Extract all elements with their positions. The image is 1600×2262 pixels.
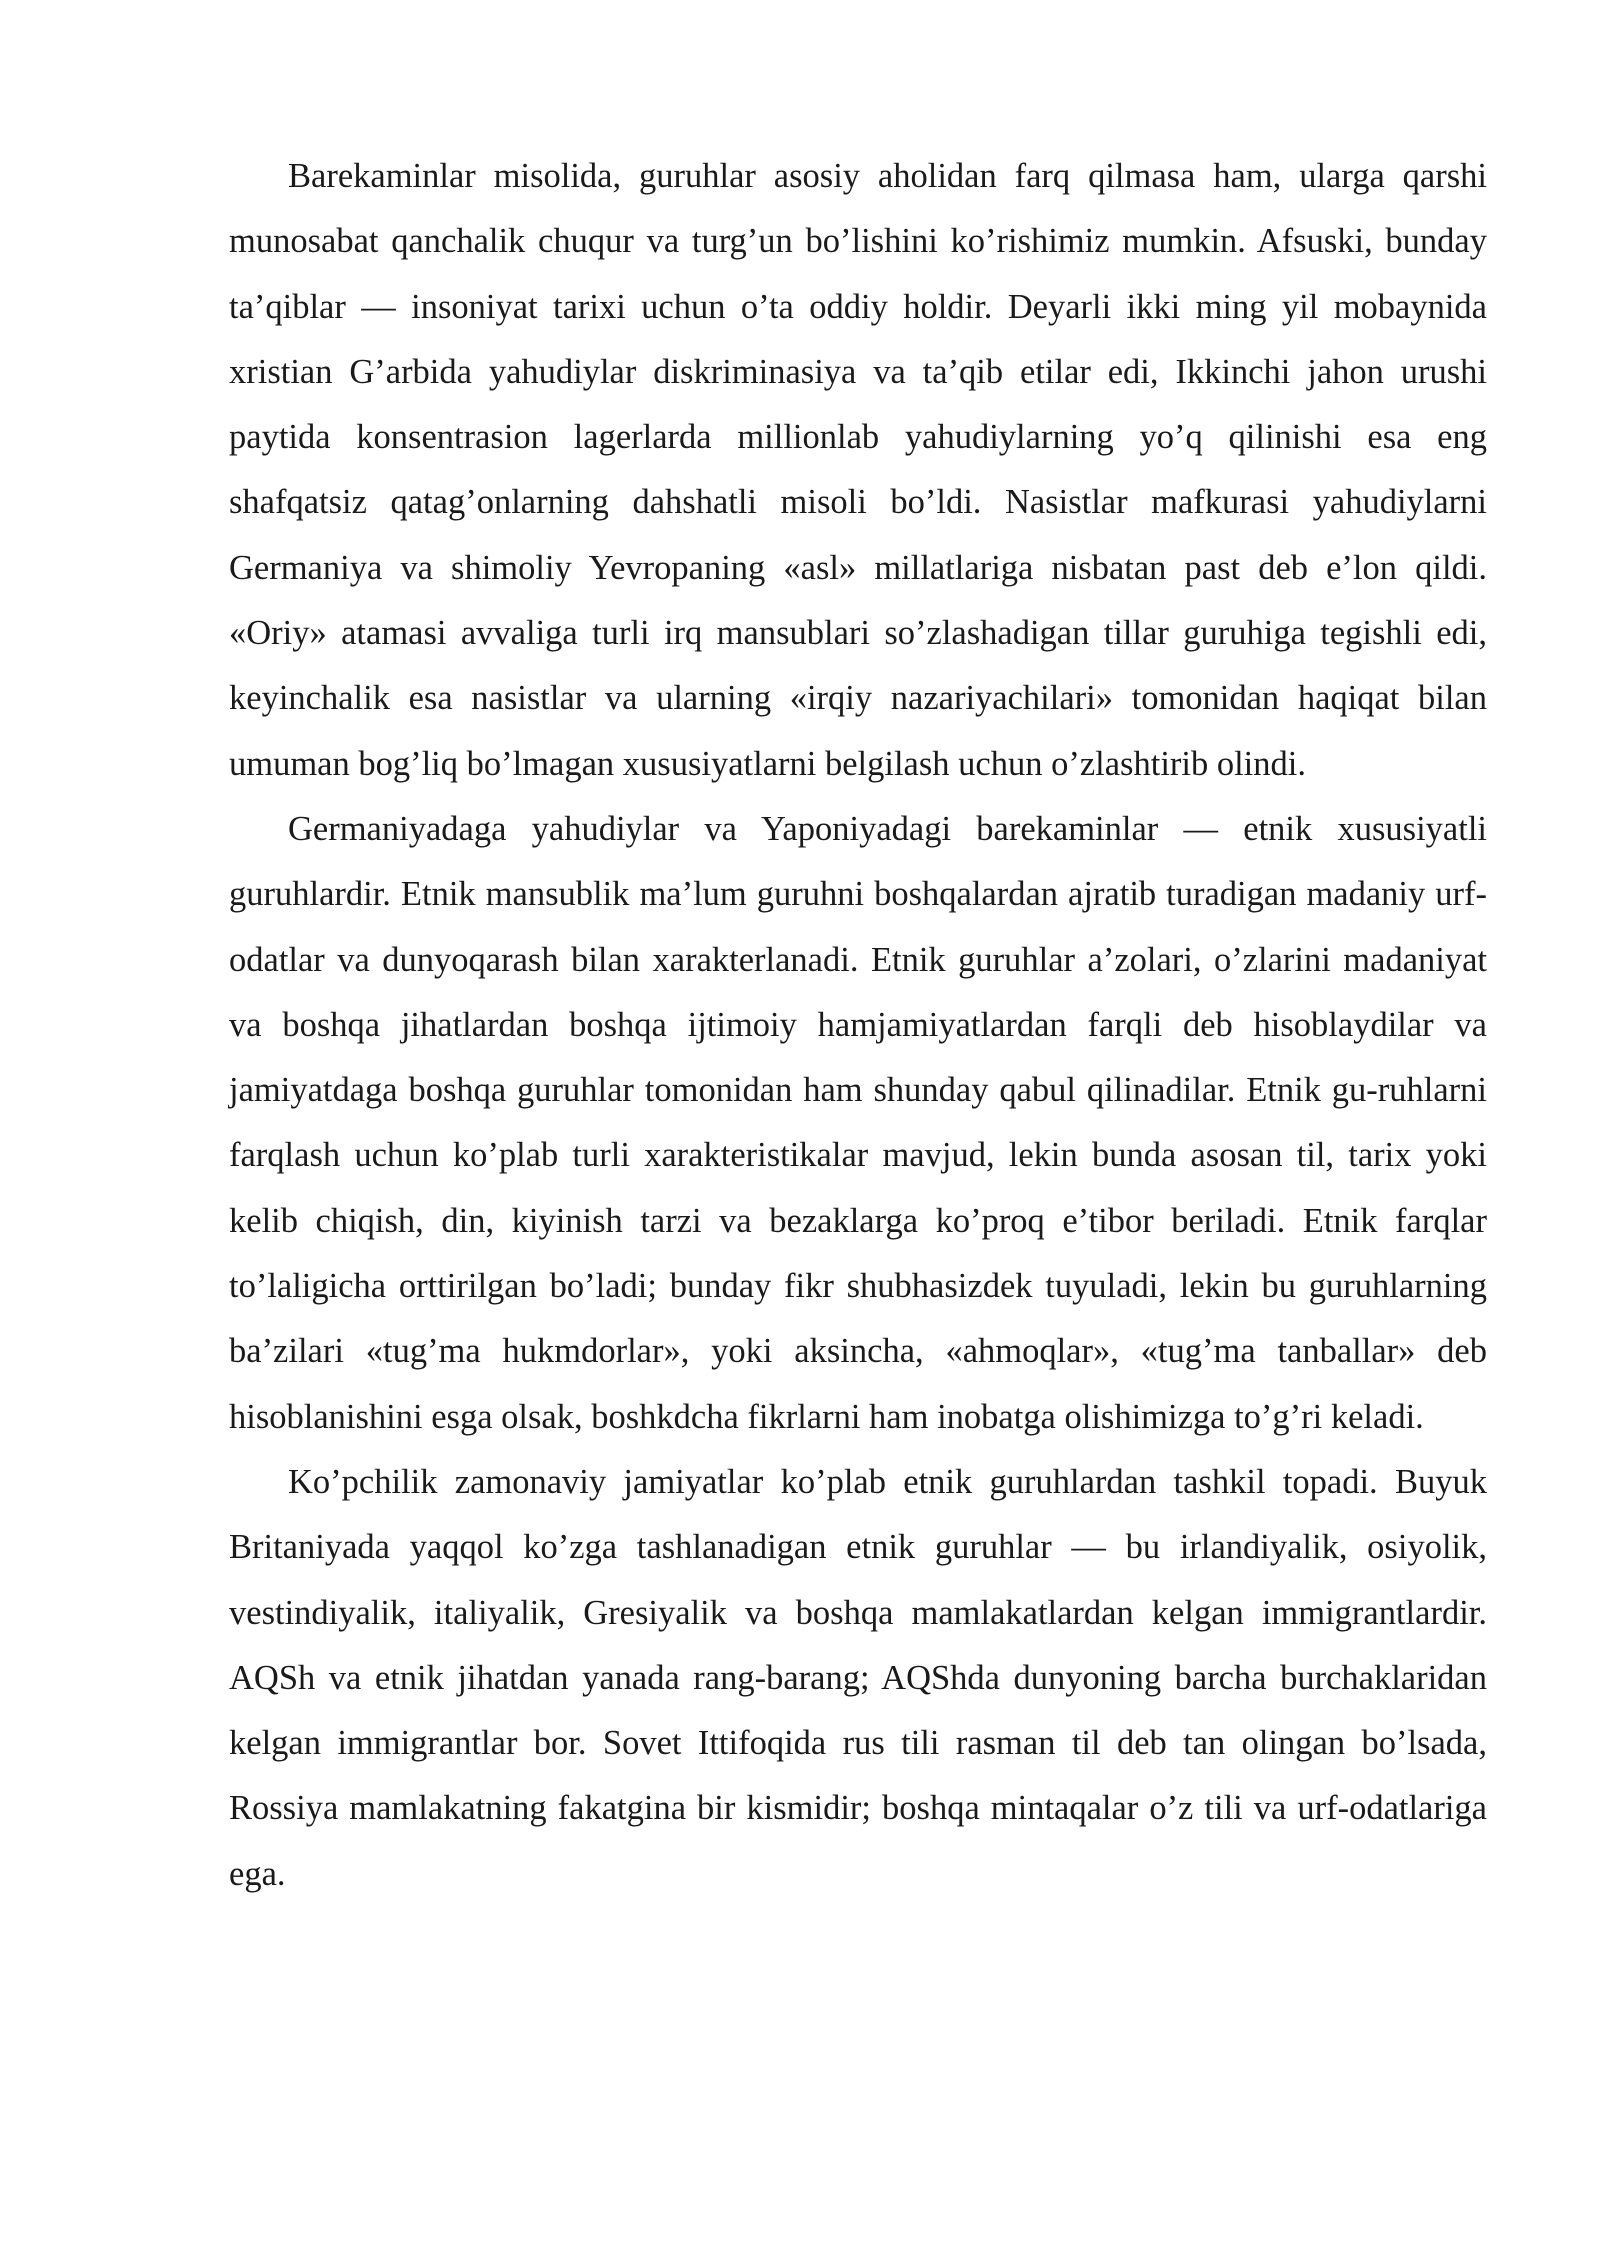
- paragraph-2: Germaniyadaga yahudiylar va Yaponiyadagi barekaminlar — etnik xususiyatli guruhlardir. Etnik mansublik ma’lum guruhni boshqalardan ajratib turadigan madaniy urf-odatlar va dunyoqarash bilan xarakterlanadi. Etnik guruhlar a’zolari, o’zlarini madaniyat va boshqa jihatlardan boshqa ijtimoiy hamjamiyatlardan farqli deb hisoblaydilar va jamiyatdaga boshqa guruhlar tomonidan ham shunday qabul qilinadilar. Etnik gu-ruhlarni farqlash uchun ko’plab turli xarakteristikalar mavjud, lekin bunda asosan til, tarix yoki kelib chiqish, din, kiyinish tarzi va bezaklarga ko’proq e’tibor beriladi. Etnik farqlar to’laligicha orttirilgan bo’ladi; bunday fikr shubhasizdek tuyuladi, lekin bu guruhlarning ba’zilari «tug’ma hukmdorlar», yoki aksincha, «ahmoqlar», «tug’ma tanballar» deb hisoblanishini esga olsak, boshkdcha fikrlarni ham inobatga olishimizga to’g’ri keladi.: [229, 809, 1487, 1436]
- paragraph-3: Ko’pchilik zamonaviy jamiyatlar ko’plab etnik guruhlardan tashkil topadi. Buyuk Britaniyada yaqqol ko’zga tashlanadigan etnik guruhlar — bu irlandiyalik, osiyolik, vestindiyalik, italiyalik, Gresiyalik va boshqa mamlakatlardan kelgan immigrantlardir. AQSh va etnik jihatdan yanada rang-barang; AQShda dunyoning barcha burchaklaridan kelgan immigrantlar bor. Sovet Ittifoqida rus tili rasman til deb tan olingan bo’lsada, Rossiya mamlakatning fakatgina bir kismidir; boshqa mintaqalar o’z tili va urf-odatlariga ega.: [229, 1462, 1487, 1893]
- paragraph-1: Barekaminlar misolida, guruhlar asosiy aholidan farq qilmasa ham, ularga qarshi munosabat qanchalik chuqur va turg’un bo’lishini ko’rishimiz mumkin. Afsuski, bunday ta’qiblar — insoniyat tarixi uchun o’ta oddiy holdir. Deyarli ikki ming yil mobaynida xristian G’arbida yahudiylar diskriminasiya va ta’qib etilar edi, Ikkinchi jahon urushi paytida konsentrasion lagerlarda millionlab yahudiylarning yo’q qilinishi esa eng shafqatsiz qatag’onlarning dahshatli misoli bo’ldi. Nasistlar mafkurasi yahudiylarni Germaniya va shimoliy Yevropaning «asl» millatlariga nisbatan past deb e’lon qildi. «Oriy» atamasi avvaliga turli irq mansublari so’zlashadigan tillar guruhiga tegishli edi, keyinchalik esa nasistlar va ularning «irqiy nazariyachilari» tomonidan haqiqat bilan umuman bog’liq bo’lmagan xususiyatlarni belgilash uchun o’zlashtirib olindi.: [229, 157, 1487, 783]
- document-body: [229, 144, 1487, 1907]
